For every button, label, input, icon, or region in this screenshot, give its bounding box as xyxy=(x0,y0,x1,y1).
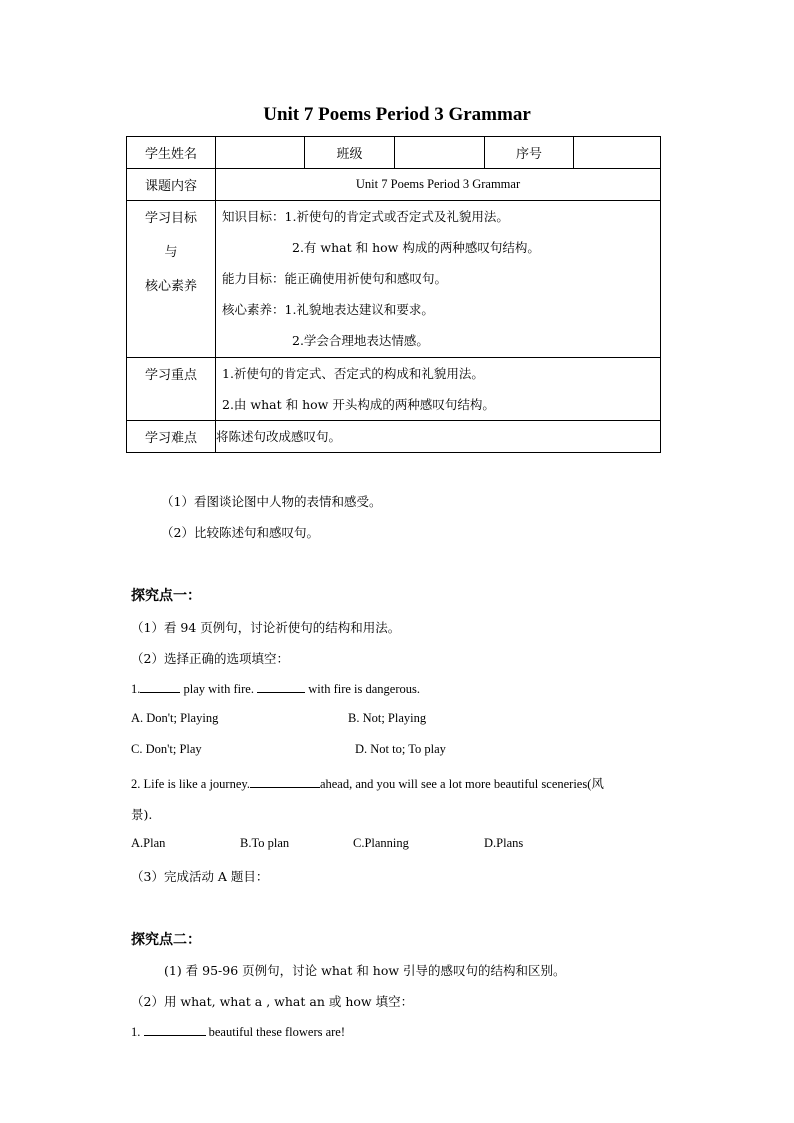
option: B. Not; Playing xyxy=(348,711,427,725)
answer-blank xyxy=(140,680,180,693)
question-1: 1. play with fire. with fire is dangerous. xyxy=(131,682,420,696)
section2-step2: （2）用 what, what a , what an 或 how 填空： xyxy=(131,994,414,1009)
section1-step2: （2）选择正确的选项填空： xyxy=(131,651,289,666)
section1-step3: （3）完成活动 A 题目： xyxy=(131,869,269,884)
difficulty-value: 将陈述句改成感叹句。 xyxy=(216,421,661,453)
topic-label: 课题内容 xyxy=(127,169,216,201)
difficulty-label: 学习难点 xyxy=(127,421,216,453)
name-label: 学生姓名 xyxy=(127,137,216,169)
section1-step1: （1）看 94 页例句，讨论祈使句的结构和用法。 xyxy=(131,620,401,635)
intro-line: （1）看图谈论图中人物的表情和感受。 xyxy=(161,494,382,509)
key-label: 学习重点 xyxy=(127,358,216,421)
document-body xyxy=(131,0,671,1123)
option: A.Plan xyxy=(131,836,166,850)
section1-heading: 探究点一： xyxy=(131,588,201,604)
page-title: Unit 7 Poems Period 3 Grammar xyxy=(263,104,531,125)
section2-heading: 探究点二： xyxy=(131,932,201,948)
answer-blank xyxy=(250,775,320,788)
option: D. Not to; To play xyxy=(355,742,446,756)
goal-line: 2.有 what 和 how 构成的两种感叹句结构。 xyxy=(292,240,540,255)
goal-line: 2.学会合理地表达情感。 xyxy=(292,333,429,348)
topic-value: Unit 7 Poems Period 3 Grammar xyxy=(216,169,661,201)
goal-line: 能力目标：能正确使用祈使句和感叹句。 xyxy=(222,271,448,286)
option: B.To plan xyxy=(240,836,290,850)
seq-label: 序号 xyxy=(485,137,574,169)
key-point: 1.祈使句的肯定式、否定式的构成和礼貌用法。 xyxy=(222,366,484,381)
intro-line: （2）比较陈述句和感叹句。 xyxy=(161,525,319,540)
question-2: 2. Life is like a journey. ahead, and you will see a lot more beautiful sceneries(风 xyxy=(131,777,604,791)
question-2-cont: 景). xyxy=(131,807,153,822)
goals-label: 学习目标 与 核心素养 xyxy=(127,201,216,358)
goal-line: 核心素养：1.礼貌地表达建议和要求。 xyxy=(222,302,434,317)
key-point: 2.由 what 和 how 开头构成的两种感叹句结构。 xyxy=(222,397,495,412)
goal-line: 知识目标：1.祈使句的肯定式或否定式及礼貌用法。 xyxy=(222,209,509,224)
answer-blank xyxy=(257,680,305,693)
option: C.Planning xyxy=(353,836,409,850)
class-label: 班级 xyxy=(305,137,395,169)
section2-question-1: 1. beautiful these flowers are! xyxy=(131,1025,346,1039)
option: A. Don't; Playing xyxy=(131,711,219,725)
option: D.Plans xyxy=(484,836,524,850)
section2-step1: (1) 看 95-96 页例句，讨论 what 和 how 引导的感叹句的结构和区别。 xyxy=(164,963,566,978)
answer-blank xyxy=(144,1023,206,1036)
option: C. Don't; Play xyxy=(131,742,202,756)
